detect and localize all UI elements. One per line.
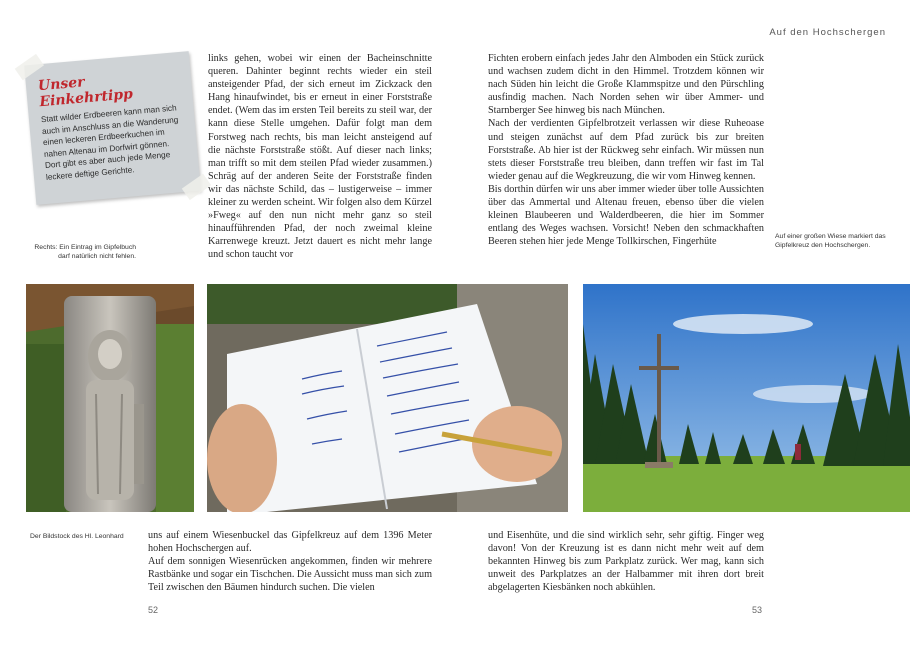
gipfelbuch-photo xyxy=(207,284,568,512)
paragraph: und Eisenhüte, und die sind wirklich sehr, sehr giftig. Finger weg davon! Von der Kreuzung ist es dann nicht mehr weit auf dem bekannten Hinweg bis zum Parkplatz zurück. Wer mag, kann sich unweit des Parkplatzes an der Halbammer mit ihren dort breit abgelagerten Kiesbänken noch abkühlen. xyxy=(488,530,764,594)
right-column-bottom xyxy=(488,529,764,594)
page-number-left: 52 xyxy=(148,605,159,615)
left-column-bottom xyxy=(148,529,432,594)
paragraph: Nach der verdienten Gipfelbrotzeit verlassen wir diese Ruheoase und steigen zunächst auf dem Pfad zurück bis zur breiten Forststraße. Ab hier ist der Rückweg sehr einfach. Wir müssen nun stets dieser Forststraße treu bleiben, dann treffen wir fast im Tal wieder genau auf die Wegkreuzung, die wir vom Hinweg kennen. xyxy=(488,118,764,182)
left-column-top xyxy=(208,52,432,262)
paragraph: Bis dorthin dürfen wir uns aber immer wieder über tolle Aussichten über das Ammertal und Altenau freuen, ebenso über die vielen kleinen Blaubeeren und Walderdbeeren, die hier im Sommer entlang des Weges wachsen. Vorsicht! Neben den schmackhaften Beeren stehen hier jede Menge Tollkirschen, Fingerhüte xyxy=(488,183,764,248)
paragraph: Auf dem sonnigen Wiesenrücken angekommen, finden wir mehrere Rastbänke und sogar ein Tischchen. Die Aussicht muss man sich zum Teil zwischen den Bäumen hindurch suchen. Die vielen xyxy=(148,556,432,594)
tip-text: Statt wilder Erdbeeren kann man sich auch im Anschluss an die Wanderung einen leckeren Erdbeerkuchen im nahen Altenau im Dorfwirt gönnen. Dort gibt es aber auch jede Menge leckere deftige Gerichte. xyxy=(40,103,179,182)
caption-gipfelkreuz: Auf einer großen Wiese markiert das Gipfelkreuz den Hochschergen. xyxy=(775,233,886,249)
bildstock-photo xyxy=(26,284,194,512)
tape-decoration xyxy=(15,54,44,80)
right-column-top xyxy=(488,52,764,248)
gipfelkreuz-photo xyxy=(583,284,910,512)
caption-gipfelbuch: Rechts: Ein Eintrag im Gipfelbuch darf natürlich nicht fehlen. xyxy=(34,244,136,260)
caption-bildstock: Der Bildstock des Hl. Leonhard xyxy=(30,533,124,540)
paragraph: Fichten erobern einfach jedes Jahr den Almboden ein Stück zurück und wachsen zudem dicht in den Himmel. Trotzdem können wir nach Süden hin leicht die Große Klammspitze und den Pürschling ausfindig machen. Nach Norden sehen wir über Ammer- und Starnberger See hinweg bis nach München. xyxy=(488,53,764,117)
paragraph: links gehen, wobei wir einen der Bacheinschnitte queren. Dahinter beginnt rechts wieder ein steil ansteigender Pfad, der sich erneut im Zickzack den Hang hinaufwindet, bis er erneut in einer Forststraße endet. (Wem das im ersten Teil bereits zu steil war, der kann diese Stelle umgehen. Dafür folgt man dem Forstweg nach rechts, bis man leicht ansteigend auf die nächste Forststraße stößt. Auf dieser nach links; man trifft so mit dem steilen Pfad wieder zusammen.) Schräg auf der anderen Seite der Forststraße finden wir das nächste Schild, das – lustigerweise – immer kleiner zu werden scheint. Wir folgen also dem Kürzel »Fweg« auf den nun nicht mehr ganz so steil hinaufführenden Pfad, der noch zweimal kleine Karrenwege kreuzt. Jetzt dauert es nicht mehr lange und schon taucht vor xyxy=(208,53,432,261)
page-number-right: 53 xyxy=(752,605,763,615)
tip-title: Unser Einkehrtipp xyxy=(37,74,134,111)
tape-decoration xyxy=(182,174,211,200)
einkehrtipp-box xyxy=(24,51,201,205)
running-header: Auf den Hochschergen xyxy=(769,27,886,38)
paragraph: uns auf einem Wiesenbuckel das Gipfelkreuz auf dem 1396 Meter hohen Hochschergen auf. xyxy=(148,530,432,555)
